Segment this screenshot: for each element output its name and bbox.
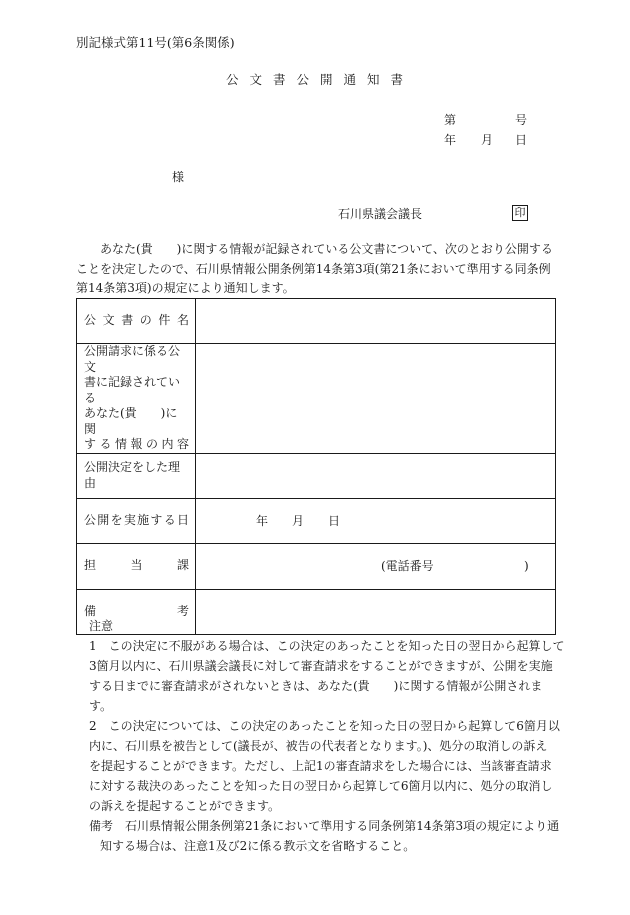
note-line: 2 この決定については、この決定のあったことを知った日の翌日から起算して6箇月以: [89, 719, 560, 733]
intro-line: あなた(貴 )に関する情報が記録されている公文書について、次のとおり公開する: [100, 242, 553, 256]
doc-name-label: 公文書の件名: [84, 313, 189, 328]
department-label-cell: [77, 543, 196, 589]
remark-line: 知する場合は、注意1及び2に係る教示文を省略すること。: [100, 839, 416, 853]
department-label: 担当課: [84, 558, 189, 573]
table-row-disclosure-date: [77, 498, 556, 543]
reason-value: [196, 453, 556, 498]
disclosure-info-table: [76, 298, 556, 635]
table-row-doc-name: [77, 299, 556, 344]
notes-heading: 注意: [89, 619, 114, 633]
remarks-label: 備考: [84, 603, 189, 618]
note-line: す。: [89, 699, 113, 713]
reason-label: 公開決定をした理由: [84, 460, 181, 490]
info-content-label-line: あなた(貴 )に関: [84, 406, 178, 436]
info-content-label-line: する情報の内容: [84, 437, 189, 451]
issue-date-year: 年: [444, 133, 457, 147]
doc-name-label-cell: [77, 299, 196, 344]
note-line: の訴えを提起することができます。: [89, 799, 281, 813]
table-row-department: [77, 543, 556, 589]
form-number: 別記様式第11号(第6条関係): [76, 35, 235, 50]
note-line: に対する裁決のあったことを知った日の翌日から起算して6箇月以内に、処分の取消し: [89, 779, 553, 793]
remark-line: 備考 石川県情報公開条例第21条において準用する同条例第14条第3項の規定により通: [89, 819, 560, 833]
disclosure-date-day: 日: [328, 513, 341, 528]
intro-line: ことを決定したので、石川県情報公開条例第14条第3項(第21条において準用する同条例: [76, 261, 551, 276]
document-title: 公文書公開通知書: [225, 72, 414, 87]
notes-section: [76, 616, 566, 856]
issuer-name: 石川県議会議長: [338, 207, 423, 221]
info-content-label: [77, 344, 195, 453]
department-value: [196, 543, 556, 589]
addressee-honorific: 様: [172, 170, 185, 184]
note-line: 内に、石川県を被告として(議長が、被告の代表者となります。)、処分の取消しの訴え: [89, 739, 548, 753]
disclosure-date-label: 公開を実施する日: [84, 512, 189, 527]
note-line: 1 この決定に不服がある場合は、この決定のあったことを知った日の翌日から起算して: [89, 639, 565, 653]
note-line: 3箇月以内に、石川県議会議長に対して審査請求をすることができますが、公開を実施: [89, 659, 553, 673]
info-content-value: [196, 344, 556, 454]
seal-stamp: 印: [512, 205, 528, 221]
intro-line: 第14条第3項)の規定により通知します。: [76, 281, 295, 295]
info-content-label-cell: [77, 344, 196, 454]
intro-paragraph: [76, 240, 556, 299]
doc-name-value: [196, 299, 556, 344]
info-content-label-line: 書に記録されている: [84, 375, 181, 405]
note-line: する日までに審査請求がされないときは、あなた(貴 )に関する情報が公開されま: [89, 679, 543, 693]
issue-date-month: 月: [481, 133, 494, 147]
table-row-info-content: [77, 344, 556, 454]
disclosure-date-year: 年: [256, 513, 269, 528]
document-number-label: 第: [444, 113, 457, 127]
info-content-label-line: 公開請求に係る公文: [84, 344, 181, 374]
table-row-reason: [77, 453, 556, 498]
disclosure-date-value: [196, 498, 556, 543]
phone-number-close: ): [524, 559, 529, 573]
document-number-suffix: 号: [515, 113, 528, 127]
issue-date-day: 日: [515, 133, 528, 147]
disclosure-date-month: 月: [292, 513, 305, 528]
phone-number-label: (電話番号: [381, 559, 434, 573]
disclosure-date-label-cell: [77, 498, 196, 543]
note-line: を提起することができます。ただし、上記1の審査請求をした場合には、当該審査請求: [89, 759, 552, 773]
reason-label-cell: [77, 453, 196, 498]
